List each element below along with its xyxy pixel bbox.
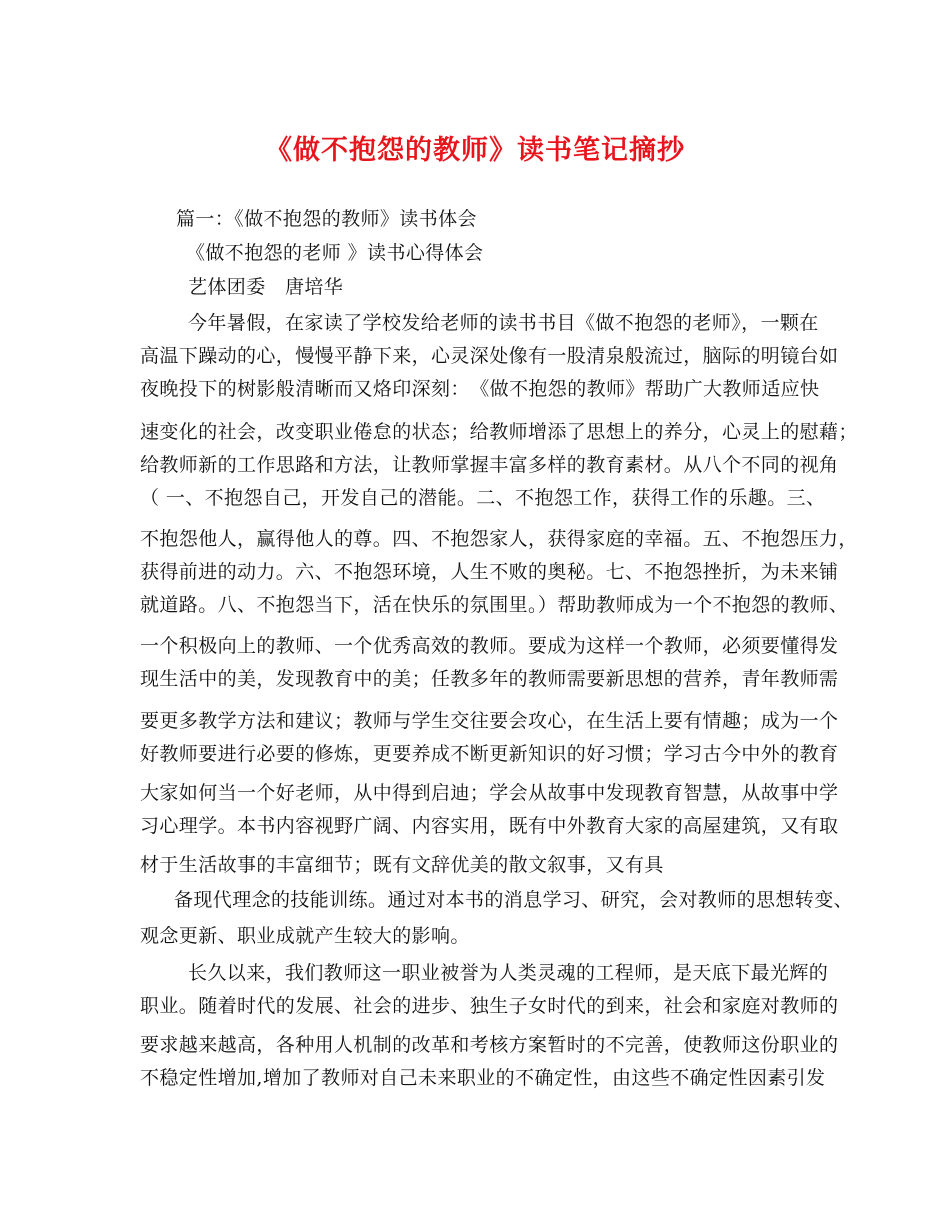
- paragraph-3-line: 不稳定性增加,增加了教师对自己未来职业的不确定性，由这些不确定性因素引发: [140, 1067, 826, 1089]
- paragraph-1-line: （ 一、不抱怨自己，开发自己的潜能。二、不抱怨工作，获得工作的乐趣。三、: [140, 487, 826, 509]
- paragraph-1-line: 今年暑假，在家读了学校发给老师的读书书目《做不抱怨的老师》，一颗在: [188, 312, 819, 334]
- paragraph-1-line: 要更多教学方法和建议；教师与学生交往要会攻心，在生活上要有情趣；成为一个: [140, 710, 839, 732]
- author-line: 艺体团委 唐培华: [188, 276, 344, 298]
- paragraph-1-line: 获得前进的动力。六、不抱怨环境，人生不败的奥秘。七、不抱怨挫折，为未来铺: [140, 561, 839, 583]
- paragraph-1-line: 一个积极向上的教师、一个优秀高效的教师。要成为这样一个教师，必须要懂得发: [140, 635, 839, 657]
- paragraph-1-line: 高温下躁动的心，慢慢平静下来，心灵深处像有一股清泉般流过，脑际的明镜台如: [140, 345, 839, 367]
- paragraph-3-line: 要求越来越高，各种用人机制的改革和考核方案暂时的不完善，使教师这份职业的: [140, 1034, 839, 1056]
- paragraph-2-line: 备现代理念的技能训练。通过对本书的消息学习、研究，会对教师的思想转变、: [174, 889, 854, 911]
- paragraph-1-line: 给教师新的工作思路和方法，让教师掌握丰富多样的教育素材。从八个不同的视角: [140, 454, 839, 476]
- heading-2: 《做不抱怨的老师 》读书心得体会: [186, 242, 484, 264]
- document-title: 《做不抱怨的教师》读书笔记摘抄: [265, 135, 685, 166]
- paragraph-1-line: 现生活中的美，发现教育中的美；任教多年的教师需要新思想的营养，青年教师需: [140, 668, 839, 690]
- heading-1: 篇一：《做不抱怨的教师》读书体会: [176, 208, 477, 230]
- paragraph-1-line: 夜晚投下的树影般清晰而又烙印深刻： 《做不抱怨的教师》帮助广大教师适应快: [140, 378, 820, 400]
- paragraph-1-line: 不抱怨他人，赢得他人的尊。四、不抱怨家人，获得家庭的幸福。五、不抱怨压力，: [140, 528, 858, 550]
- paragraph-1-line: 就道路。八、不抱怨当下，活在快乐的氛围里。）帮助教师成为一个不抱怨的教师、: [140, 594, 849, 616]
- paragraph-2-line: 观念更新、职业成就产生较大的影响。: [140, 925, 470, 947]
- paragraph-1-line: 材于生活故事的丰富细节；既有文辞优美的散文叙事，又有具: [140, 854, 664, 876]
- paragraph-3-line: 职业。随着时代的发展、社会的进步、独生子女时代的到来，社会和家庭对教师的: [140, 995, 839, 1017]
- paragraph-1-line: 大家如何当一个好老师，从中得到启迪；学会从故事中发现教育智慧，从故事中学: [140, 782, 839, 804]
- paragraph-3-line: 长久以来，我们教师这一职业被誉为人类灵魂的工程师，是天底下最光辉的: [188, 962, 829, 984]
- paragraph-1-line: 习心理学。本书内容视野广阔、内容实用，既有中外教育大家的高屋建筑，又有取: [140, 815, 839, 837]
- paragraph-1-line: 好教师要进行必要的修炼，更要养成不断更新知识的好习惯；学习古今中外的教育: [140, 743, 839, 765]
- paragraph-1-line: 速变化的社会，改变职业倦怠的状态；给教师增添了思想上的养分，心灵上的慰藉；: [140, 421, 858, 443]
